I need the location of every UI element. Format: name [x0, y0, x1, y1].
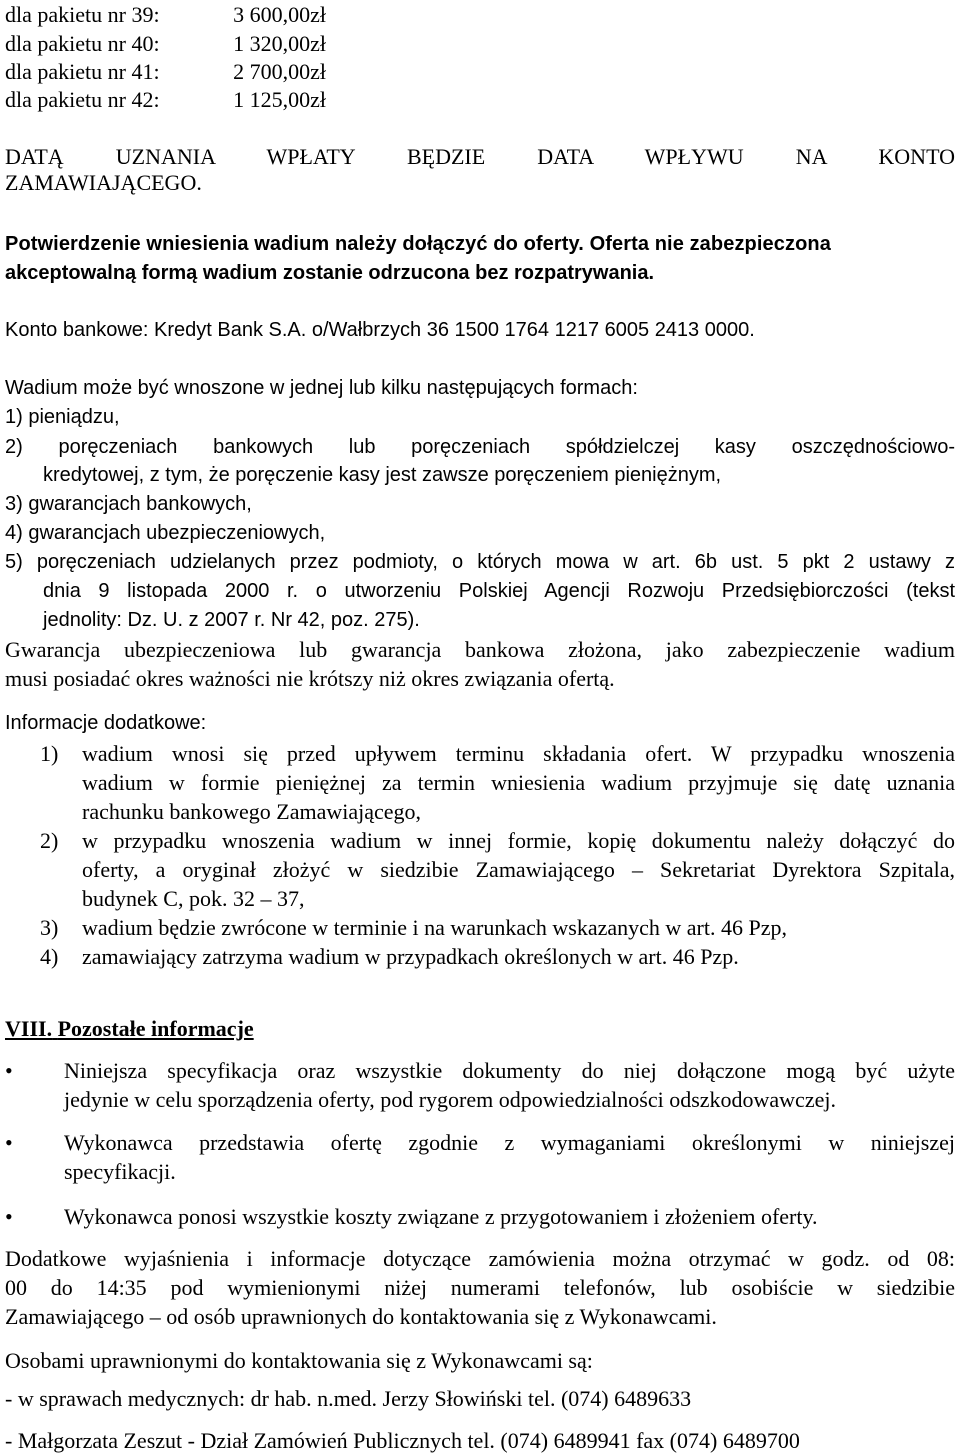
package-label: dla pakietu nr 39:	[5, 2, 160, 27]
additional-heading: Informacje dodatkowe:	[5, 712, 207, 734]
forms-item-1: 1) pieniądzu,	[5, 406, 120, 428]
package-amount: 2 700,00zł	[233, 59, 326, 84]
section-8-bullet-2-line-1: Wykonawca przedstawia ofertę zgodnie z wymaganiami określonymi w niniejszej	[64, 1130, 955, 1155]
additional-item-3-line-1: wadium będzie zwrócone w terminie i na warunkach wskazanych w art. 46 Pzp,	[82, 915, 787, 940]
section-8-bullet-1-line-2: jedynie w celu sporządzenia oferty, pod rygorem odpowiedzialności odszkodowawczej.	[64, 1087, 836, 1112]
bullet-icon: •	[5, 1058, 13, 1083]
additional-item-1-line-1: wadium wnosi się przed upływem terminu składania ofert. W przypadku wnoszenia	[82, 741, 955, 766]
package-amount: 1 320,00zł	[233, 31, 326, 56]
additional-item-2-line-2: oferty, a oryginał złożyć w siedzibie Zamawiającego – Sekretariat Dyrektora Szpitala,	[82, 857, 955, 882]
additional-item-2-number: 2)	[40, 828, 59, 853]
forms-item-2-line-2: kredytowej, z tym, że poręczenie kasy jest zawsze poręczeniem pieniężnym,	[43, 464, 722, 486]
section-8-bullet-3-line-1: Wykonawca ponosi wszystkie koszty związane z przygotowaniem i złożeniem oferty.	[64, 1204, 818, 1229]
additional-item-1-line-2: wadium w formie pieniężnej za termin wniesienia wadium przyjmuje się datę uznania	[82, 770, 955, 795]
confirmation-line-1: Potwierdzenie wniesienia wadium należy dołączyć do oferty. Oferta nie zabezpieczona	[5, 233, 831, 255]
contact-medical: - w sprawach medycznych: dr hab. n.med. Jerzy Słowiński tel. (074) 6489633	[5, 1386, 692, 1411]
additional-item-3-number: 3)	[40, 915, 59, 940]
section-8-bullet-2-line-2: specyfikacji.	[64, 1159, 176, 1184]
contact-para-1-line-2: 00 do 14:35 pod wymienionymi niżej numerami telefonów, lub osobiście w siedzibie	[5, 1275, 955, 1300]
package-row	[0, 0, 340, 29]
bank-account: Konto bankowe: Kredyt Bank S.A. o/Wałbrzych 36 1500 1764 1217 6005 2413 0000.	[5, 319, 755, 341]
bullet-icon: •	[5, 1130, 13, 1155]
forms-item-2-line-1: 2) poręczeniach bankowych lub poręczeniach spółdzielczej kasy oszczędnościowo-	[5, 436, 955, 458]
forms-item-4: 4) gwarancjach ubezpieczeniowych,	[5, 522, 326, 544]
additional-item-2-line-1: w przypadku wnoszenia wadium w innej formie, kopię dokumentu należy dołączyć do	[82, 828, 955, 853]
section-8-bullet-1-line-1: Niniejsza specyfikacja oraz wszystkie dokumenty do niej dołączone mogą być użyte	[64, 1058, 955, 1083]
package-label: dla pakietu nr 42:	[5, 87, 160, 112]
package-amount: 3 600,00zł	[233, 2, 326, 27]
additional-item-4-line-1: zamawiający zatrzyma wadium w przypadkach określonych w art. 46 Pzp.	[82, 944, 739, 969]
section-8-heading	[5, 1014, 254, 1043]
package-amount: 1 125,00zł	[233, 87, 326, 112]
forms-intro: Wadium może być wnoszone w jednej lub kilku następujących formach:	[5, 377, 638, 399]
package-row	[0, 57, 340, 86]
contact-para-1-line-3: Zamawiającego – od osób uprawnionych do kontaktowania się z Wykonawcami.	[5, 1304, 717, 1329]
contact-para-2: Osobami uprawnionymi do kontaktowania się z Wykonawcami są:	[5, 1348, 593, 1373]
package-row	[0, 85, 340, 114]
notice-line-1: DATĄ UZNANIA WPŁATY BĘDZIE DATA WPŁYWU NA KONTO	[5, 144, 955, 169]
package-row	[0, 29, 340, 58]
forms-item-5-line-3: jednolity: Dz. U. z 2007 r. Nr 42, poz. 275).	[43, 609, 420, 631]
additional-item-1-number: 1)	[40, 741, 59, 766]
additional-item-1-line-3: rachunku bankowego Zamawiającego,	[82, 799, 422, 824]
section-8-number: VIII.	[5, 1016, 53, 1041]
guarantee-line-2: musi posiadać okres ważności nie krótszy niż okres związania ofertą.	[5, 666, 615, 691]
confirmation-line-2: akceptowalną formą wadium zostanie odrzucona bez rozpatrywania.	[5, 262, 655, 284]
contact-procurement: - Małgorzata Zeszut - Dział Zamówień Publicznych tel. (074) 6489941 fax (074) 6489700	[5, 1428, 800, 1453]
notice-line-2: ZAMAWIAJĄCEGO.	[5, 170, 202, 195]
contact-para-1-line-1: Dodatkowe wyjaśnienia i informacje dotyczące zamówienia można otrzymać w godz. od 08:	[5, 1246, 955, 1271]
guarantee-line-1: Gwarancja ubezpieczeniowa lub gwarancja bankowa złożona, jako zabezpieczenie wadium	[5, 637, 955, 662]
additional-item-2-line-3: budynek C, pok. 32 – 37,	[82, 886, 305, 911]
package-label: dla pakietu nr 40:	[5, 31, 160, 56]
package-label: dla pakietu nr 41:	[5, 59, 160, 84]
forms-item-5-line-1: 5) poręczeniach udzielanych przez podmioty, o których mowa w art. 6b ust. 5 pkt 2 ustawy z	[5, 551, 955, 573]
additional-item-4-number: 4)	[40, 944, 59, 969]
forms-item-5-line-2: dnia 9 listopada 2000 r. o utworzeniu Polskiej Agencji Rozwoju Przedsiębiorczości (tekst	[43, 580, 955, 602]
forms-item-3: 3) gwarancjach bankowych,	[5, 493, 252, 515]
section-8-title: Pozostałe informacje	[57, 1016, 254, 1041]
bullet-icon: •	[5, 1204, 13, 1229]
